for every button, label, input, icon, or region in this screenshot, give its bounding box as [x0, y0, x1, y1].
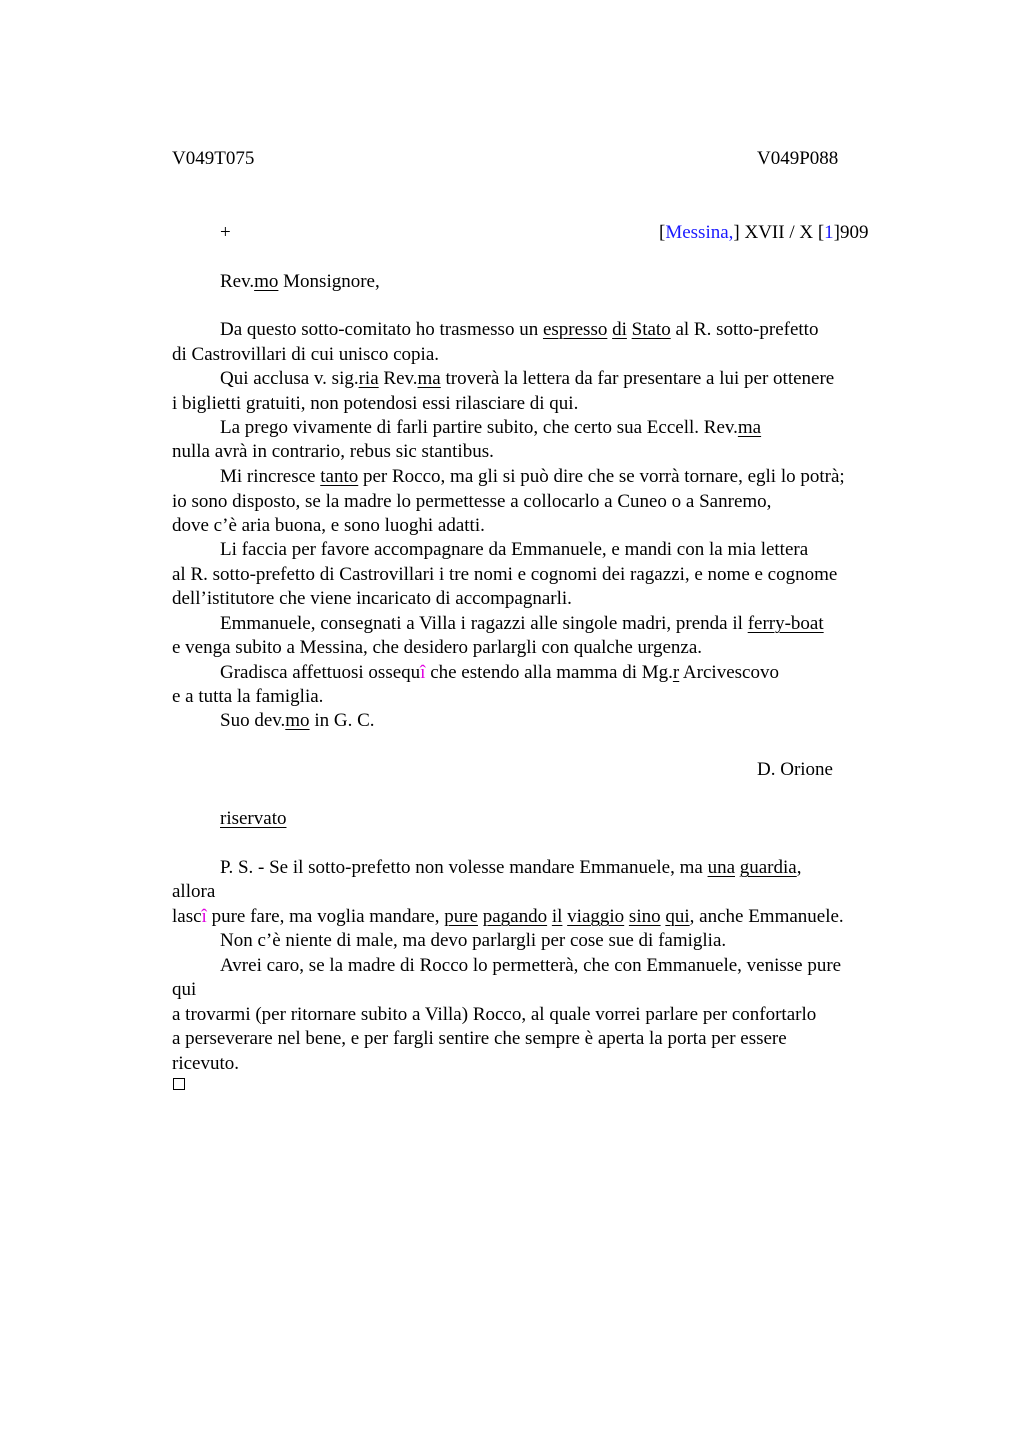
underlined-word: espresso [542, 319, 608, 340]
underlined-word: r [672, 662, 680, 683]
text-segment: pure fare, ma voglia mandare, [206, 906, 445, 927]
text-segment: per Rocco, ma gli si può dire che se vorrà tornare, egli lo potrà; [358, 466, 845, 487]
date-digit: 1 [824, 222, 834, 243]
signature: D. Orione [757, 759, 833, 780]
text-segment: Suo dev. [220, 710, 286, 731]
paragraph-line: e a tutta la famiglia. [172, 686, 324, 707]
paragraph-line: nulla avrà in contrario, rebus sic stantibus. [172, 441, 494, 462]
postscript-line: a trovarmi (per ritornare subito a Villa) Rocco, al quale vorrei parlare per confortarlo [172, 1004, 817, 1025]
underlined-word: mo [285, 710, 310, 731]
date-place: Messina, [665, 222, 734, 243]
text-segment: Rev. [378, 368, 418, 389]
postscript-line [220, 856, 801, 880]
paragraph-line: e venga subito a Messina, che desidero parlargli con qualche urgenza. [172, 637, 703, 658]
document-code-right: V049P088 [757, 148, 839, 169]
paragraph-line: dove c’è aria buona, e sono luoghi adatti. [172, 515, 485, 536]
paragraph-line: i biglietti gratuiti, non potendosi essi rilasciare di qui. [172, 393, 579, 414]
paragraph-line [220, 465, 845, 489]
underlined-word: una [707, 857, 735, 878]
document-code-left: V049T075 [172, 148, 255, 169]
postscript-line: a perseverare nel bene, e per fargli sentire che sempre è aperta la porta per essere [172, 1028, 787, 1049]
text-segment: Emmanuele, consegnati a Villa i ragazzi alle singole madri, prenda il [220, 613, 748, 634]
underlined-word: pure [444, 906, 478, 927]
reserved-label: riservato [220, 808, 287, 829]
underlined-word: ferry-boat [747, 613, 824, 634]
text-segment: Da questo sotto-comitato ho trasmesso un [220, 319, 543, 340]
paragraph-line [220, 661, 779, 685]
postscript-line [172, 905, 844, 929]
highlighted-character: î [420, 662, 426, 683]
text-segment: in G. C. [309, 710, 375, 731]
paragraph-line: di Castrovillari di cui unisco copia. [172, 344, 440, 365]
closing-line [220, 709, 375, 733]
text-segment: Mi rincresce [220, 466, 321, 487]
underlined-word: il [551, 906, 563, 927]
salutation-abbrev: mo [254, 271, 279, 292]
text-segment: troverà la lettera da far presentare a lui per ottenere [440, 368, 835, 389]
paragraph-line [220, 318, 818, 342]
text-segment: Qui acclusa v. sig. [220, 368, 359, 389]
paragraph-line: dell’istitutore che viene incaricato di accompagnarli. [172, 588, 572, 609]
underlined-word: tanto [320, 466, 359, 487]
date-middle: XVII / X [ [739, 222, 825, 243]
postscript-line: Avrei caro, se la madre di Rocco lo permetterà, che con Emmanuele, venisse pure [220, 955, 842, 976]
underlined-word: pagando [482, 906, 548, 927]
underlined-word: ma [417, 368, 441, 389]
paragraph-line: al R. sotto-prefetto di Castrovillari i tre nomi e cognomi dei ragazzi, e nome e cognome [172, 564, 838, 585]
date-bracket: [ [659, 222, 666, 243]
text-segment: , [796, 857, 802, 878]
cross-mark: + [220, 222, 231, 243]
underlined-word: sino [628, 906, 661, 927]
text-segment: Gradisca affettuosi ossequ [220, 662, 421, 683]
underlined-word: viaggio [567, 906, 625, 927]
paragraph-line: Li faccia per favore accompagnare da Emmanuele, e mandi con la mia lettera [220, 539, 809, 560]
paragraph-line [220, 367, 834, 391]
postscript-line: Non c’è niente di male, ma devo parlargli per cose sue di famiglia. [220, 930, 727, 951]
underlined-word: ma [737, 417, 762, 438]
date-bracket: ] [733, 222, 740, 243]
text-segment: al R. sotto-prefetto [670, 319, 819, 340]
postscript-line: allora [172, 881, 216, 902]
salutation-text: Rev. [220, 271, 255, 292]
paragraph-line [220, 416, 761, 440]
postscript-line: qui [172, 979, 197, 1000]
paragraph-line: io sono disposto, se la madre lo permettesse a collocarlo a Cuneo o a Sanremo, [172, 491, 772, 512]
underlined-word: Stato [631, 319, 671, 340]
text-segment: P. S. - Se il sotto-prefetto non volesse mandare Emmanuele, ma [220, 857, 708, 878]
underlined-word: di [612, 319, 627, 340]
highlighted-character: î [201, 906, 207, 927]
underlined-word: qui [665, 906, 690, 927]
text-segment: Arcivescovo [679, 662, 779, 683]
underlined-word: guardia [739, 857, 797, 878]
salutation-text: Monsignore, [278, 271, 380, 292]
salutation [220, 270, 380, 294]
date-tail: ]909 [833, 222, 869, 243]
letter-date [659, 221, 869, 245]
paragraph-line [220, 612, 824, 636]
text-segment: lasc [172, 906, 202, 927]
postscript-line: ricevuto. [172, 1053, 240, 1074]
text-segment: , anche Emmanuele. [689, 906, 844, 927]
text-segment: La prego vivamente di farli partire subito, che certo sua Eccell. Rev. [220, 417, 738, 438]
underlined-word: ria [358, 368, 379, 389]
text-segment: che estendo alla mamma di Mg. [425, 662, 673, 683]
end-marker-square [173, 1078, 185, 1090]
